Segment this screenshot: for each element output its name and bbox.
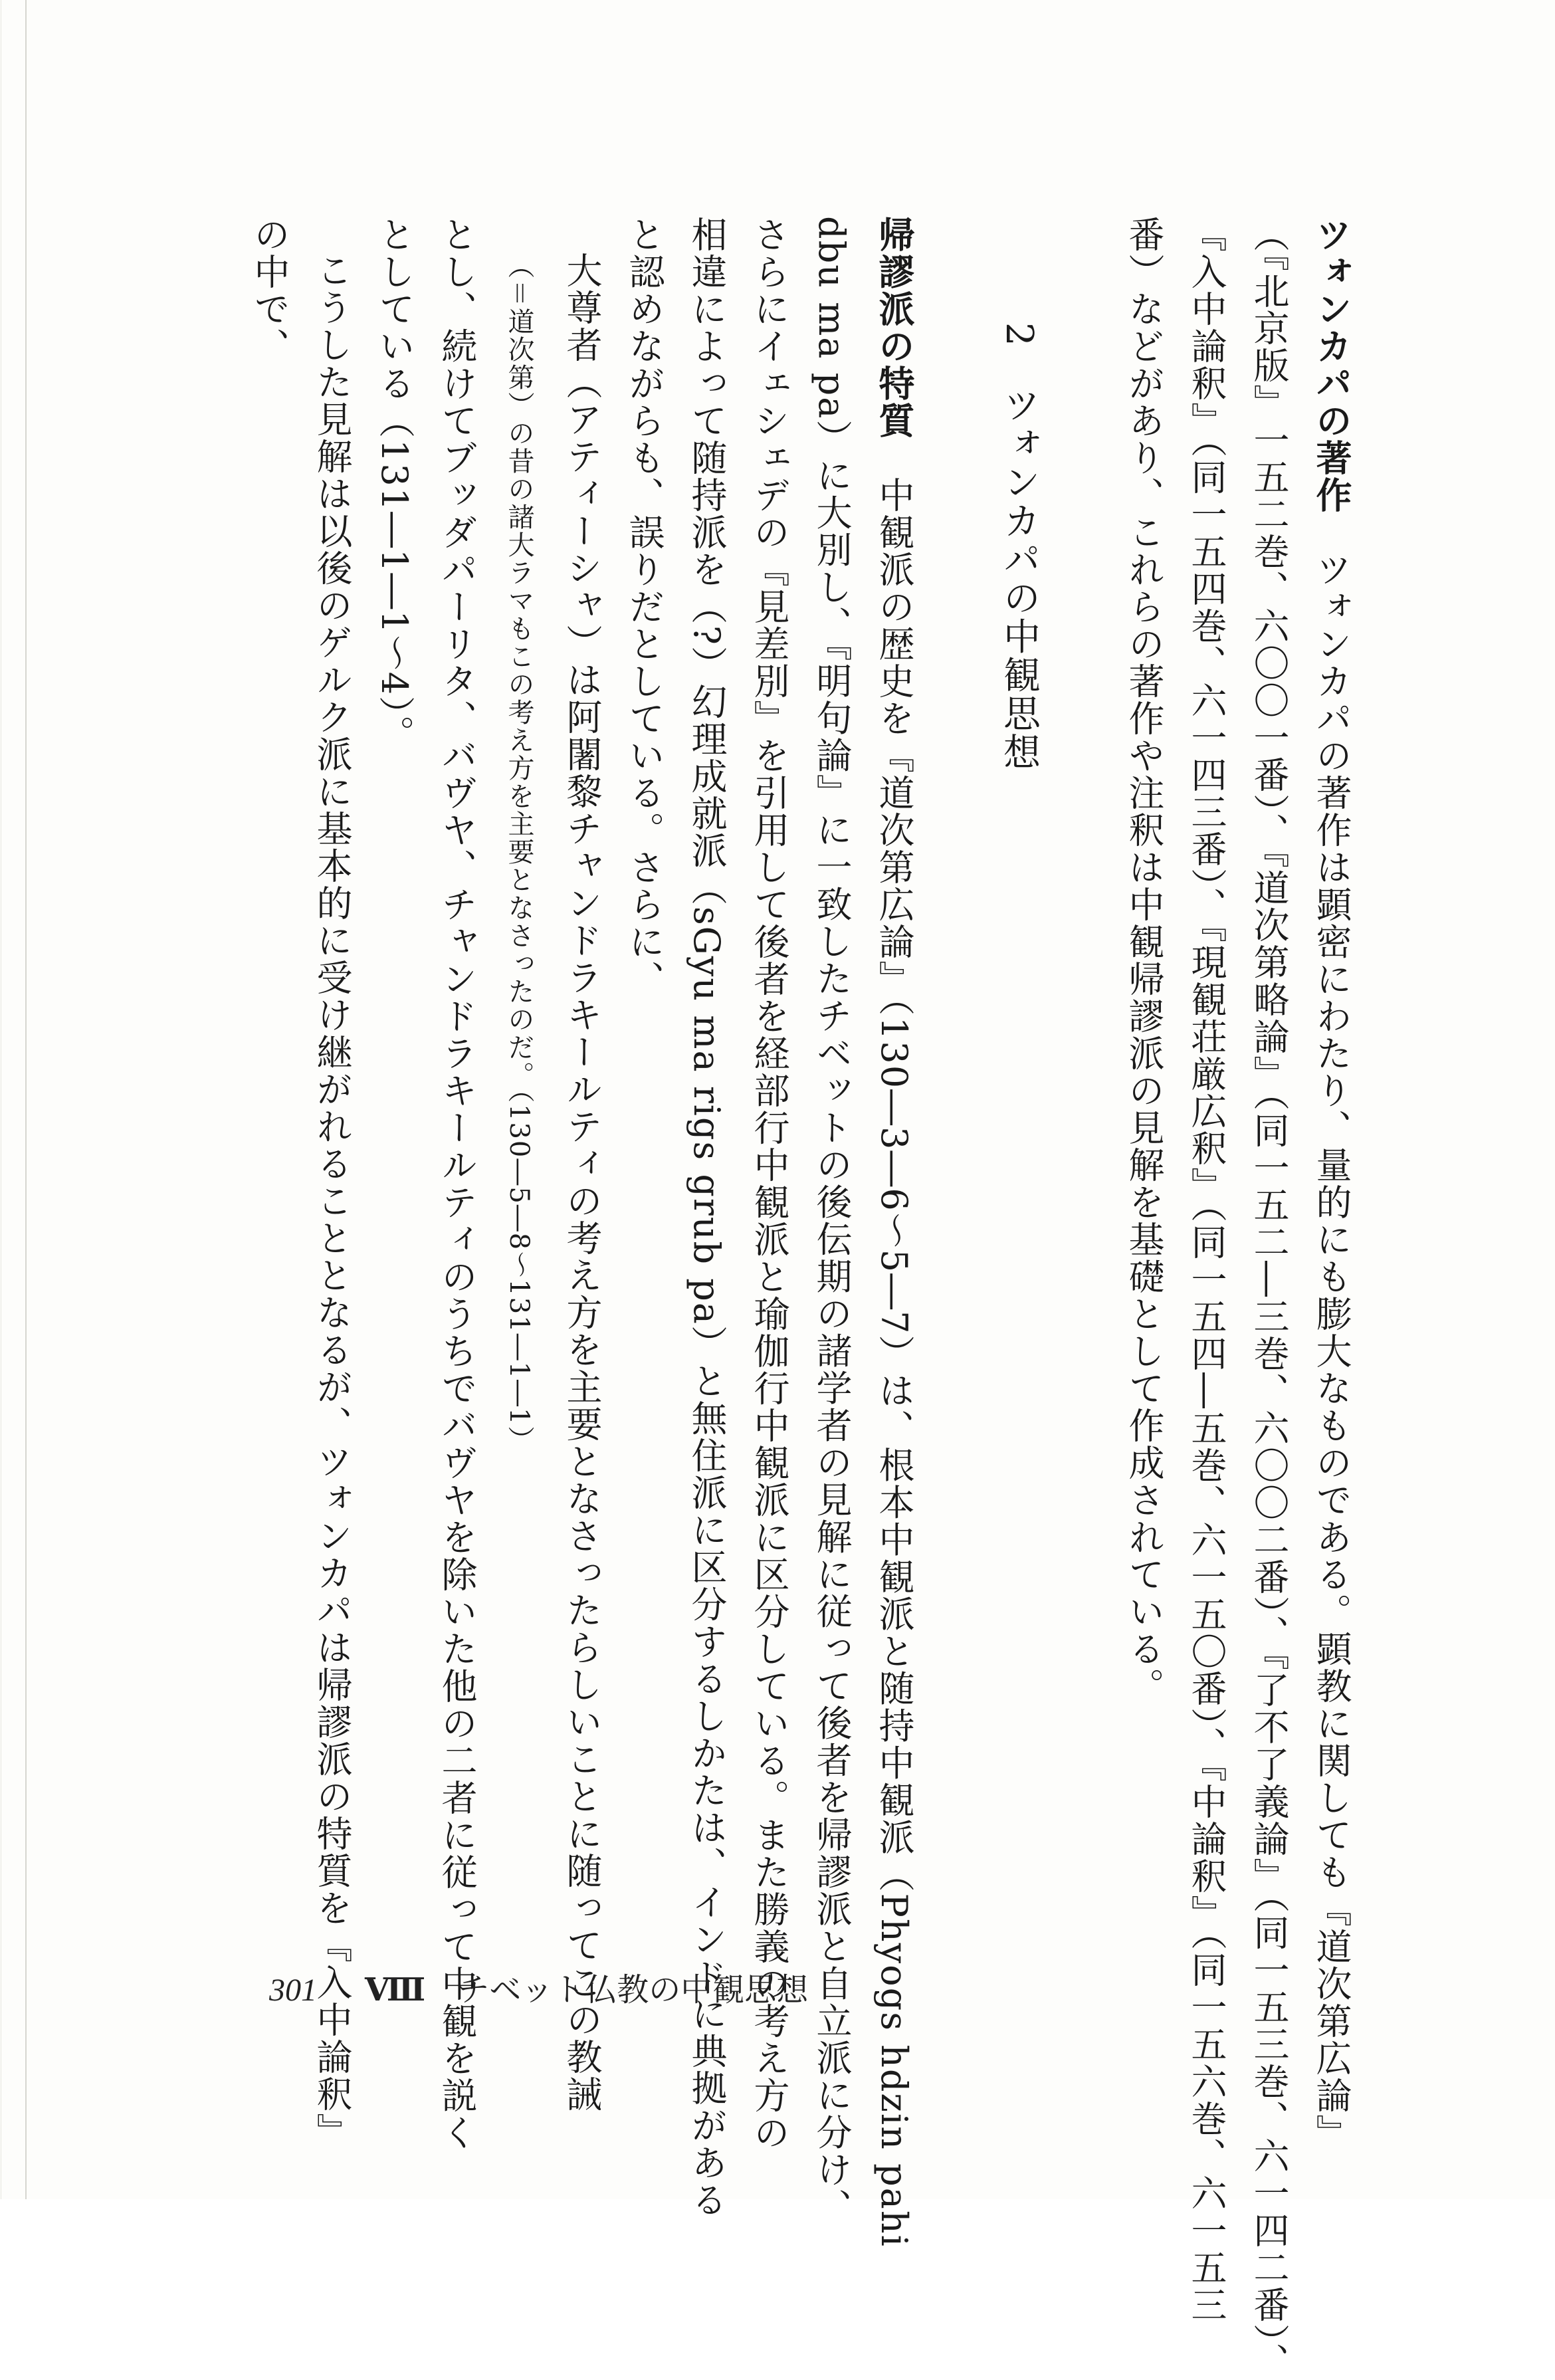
text-column-3: 『入中論釈』（同一五四巻、六一四三番）、『現観荘厳広釈』（同一五四―五巻、六一五〇番）、『中論釈』（同一五六巻、六一五三 — [1186, 216, 1227, 2324]
text-column-9: 相違によって随持派を（?）幻理成就派（sGyu ma rigs grub pa）と無住派に区分するしかたは、インドに典拠がある — [686, 216, 728, 2218]
text-column-4: 番）などがあり、これらの著作や注釈は中観帰謬派の見解を基礎として作成されている。 — [1123, 216, 1165, 1705]
text-column-14: としている（131―1―1〜4）。 — [373, 216, 415, 753]
column-spacer — [925, 216, 987, 1891]
text-column-7: dbu ma pa）に大別し、『明句論』に一致したチベットの後伝期の諸学者の見解に従って後者を帰謬派と自立派に分け、 — [811, 216, 853, 2226]
subheading-prasangika: 帰謬派の特質 — [873, 216, 915, 439]
text-column-16: の中で、 — [249, 216, 290, 365]
text-column-6: 帰謬派の特質 中観派の歴史を『道次第広論』（130―3―6〜5―7）は、根本中観派と随持中観派（Phyogs hdzin pahi — [873, 216, 915, 2248]
page-number: 301 — [269, 1973, 317, 2008]
column-spacer — [1050, 216, 1112, 1891]
text-column-13: とし、続けてブッダパーリタ、バヴヤ、チャンドラキールティのうちでバヴヤを除いた他の二者に従って中観を説く — [436, 216, 478, 2151]
text-column-10: と認めながらも、誤りだとしている。さらに、 — [623, 216, 665, 998]
chapter-title: チベット仏教の中観思想 — [457, 1973, 809, 2008]
chapter-number: Ⅷ — [365, 1973, 426, 2008]
page-footer — [269, 1964, 808, 2010]
text-column-2: （『北京版』一五二巻、六〇〇一番）、『道次第略論』（同一五二―三巻、六〇〇二番）、『了不了義論』（同一五三巻、六一四二番）、 — [1248, 216, 1290, 2380]
quote-column-12: （＝道次第）の昔の諸大ラマもこの考え方を主要となさったのだ。（130―5―8〜131―1―1） — [504, 252, 534, 1454]
text-column-15: こうした見解は以後のゲルク派に基本的に受け継がれることとなるが、ツォンカパは帰謬派の特質を『入中論釈』 — [311, 252, 353, 2150]
section-heading: 2 ツォンカパの中観思想 — [997, 322, 1041, 772]
quote-column-11: 大尊者（アティーシャ）は阿闍黎チャンドラキールティの考え方を主要となさったらしいことに随ってこの教誡 — [561, 252, 603, 2113]
scan-margin-line — [25, 0, 27, 2199]
text-column-1: ツォンカパの著作 ツォンカパの著作は顕密にわたり、量的にも膨大なものである。顕教に関しても『道次第広論』 — [1310, 216, 1352, 2151]
subheading-tsongkhapa-works: ツォンカパの著作 — [1310, 216, 1352, 514]
text-column-8: さらにイェシェデの『見差別』を引用して後者を経部行中観派と瑜伽行中観派に区分している。また勝義の考え方の — [748, 216, 790, 2151]
